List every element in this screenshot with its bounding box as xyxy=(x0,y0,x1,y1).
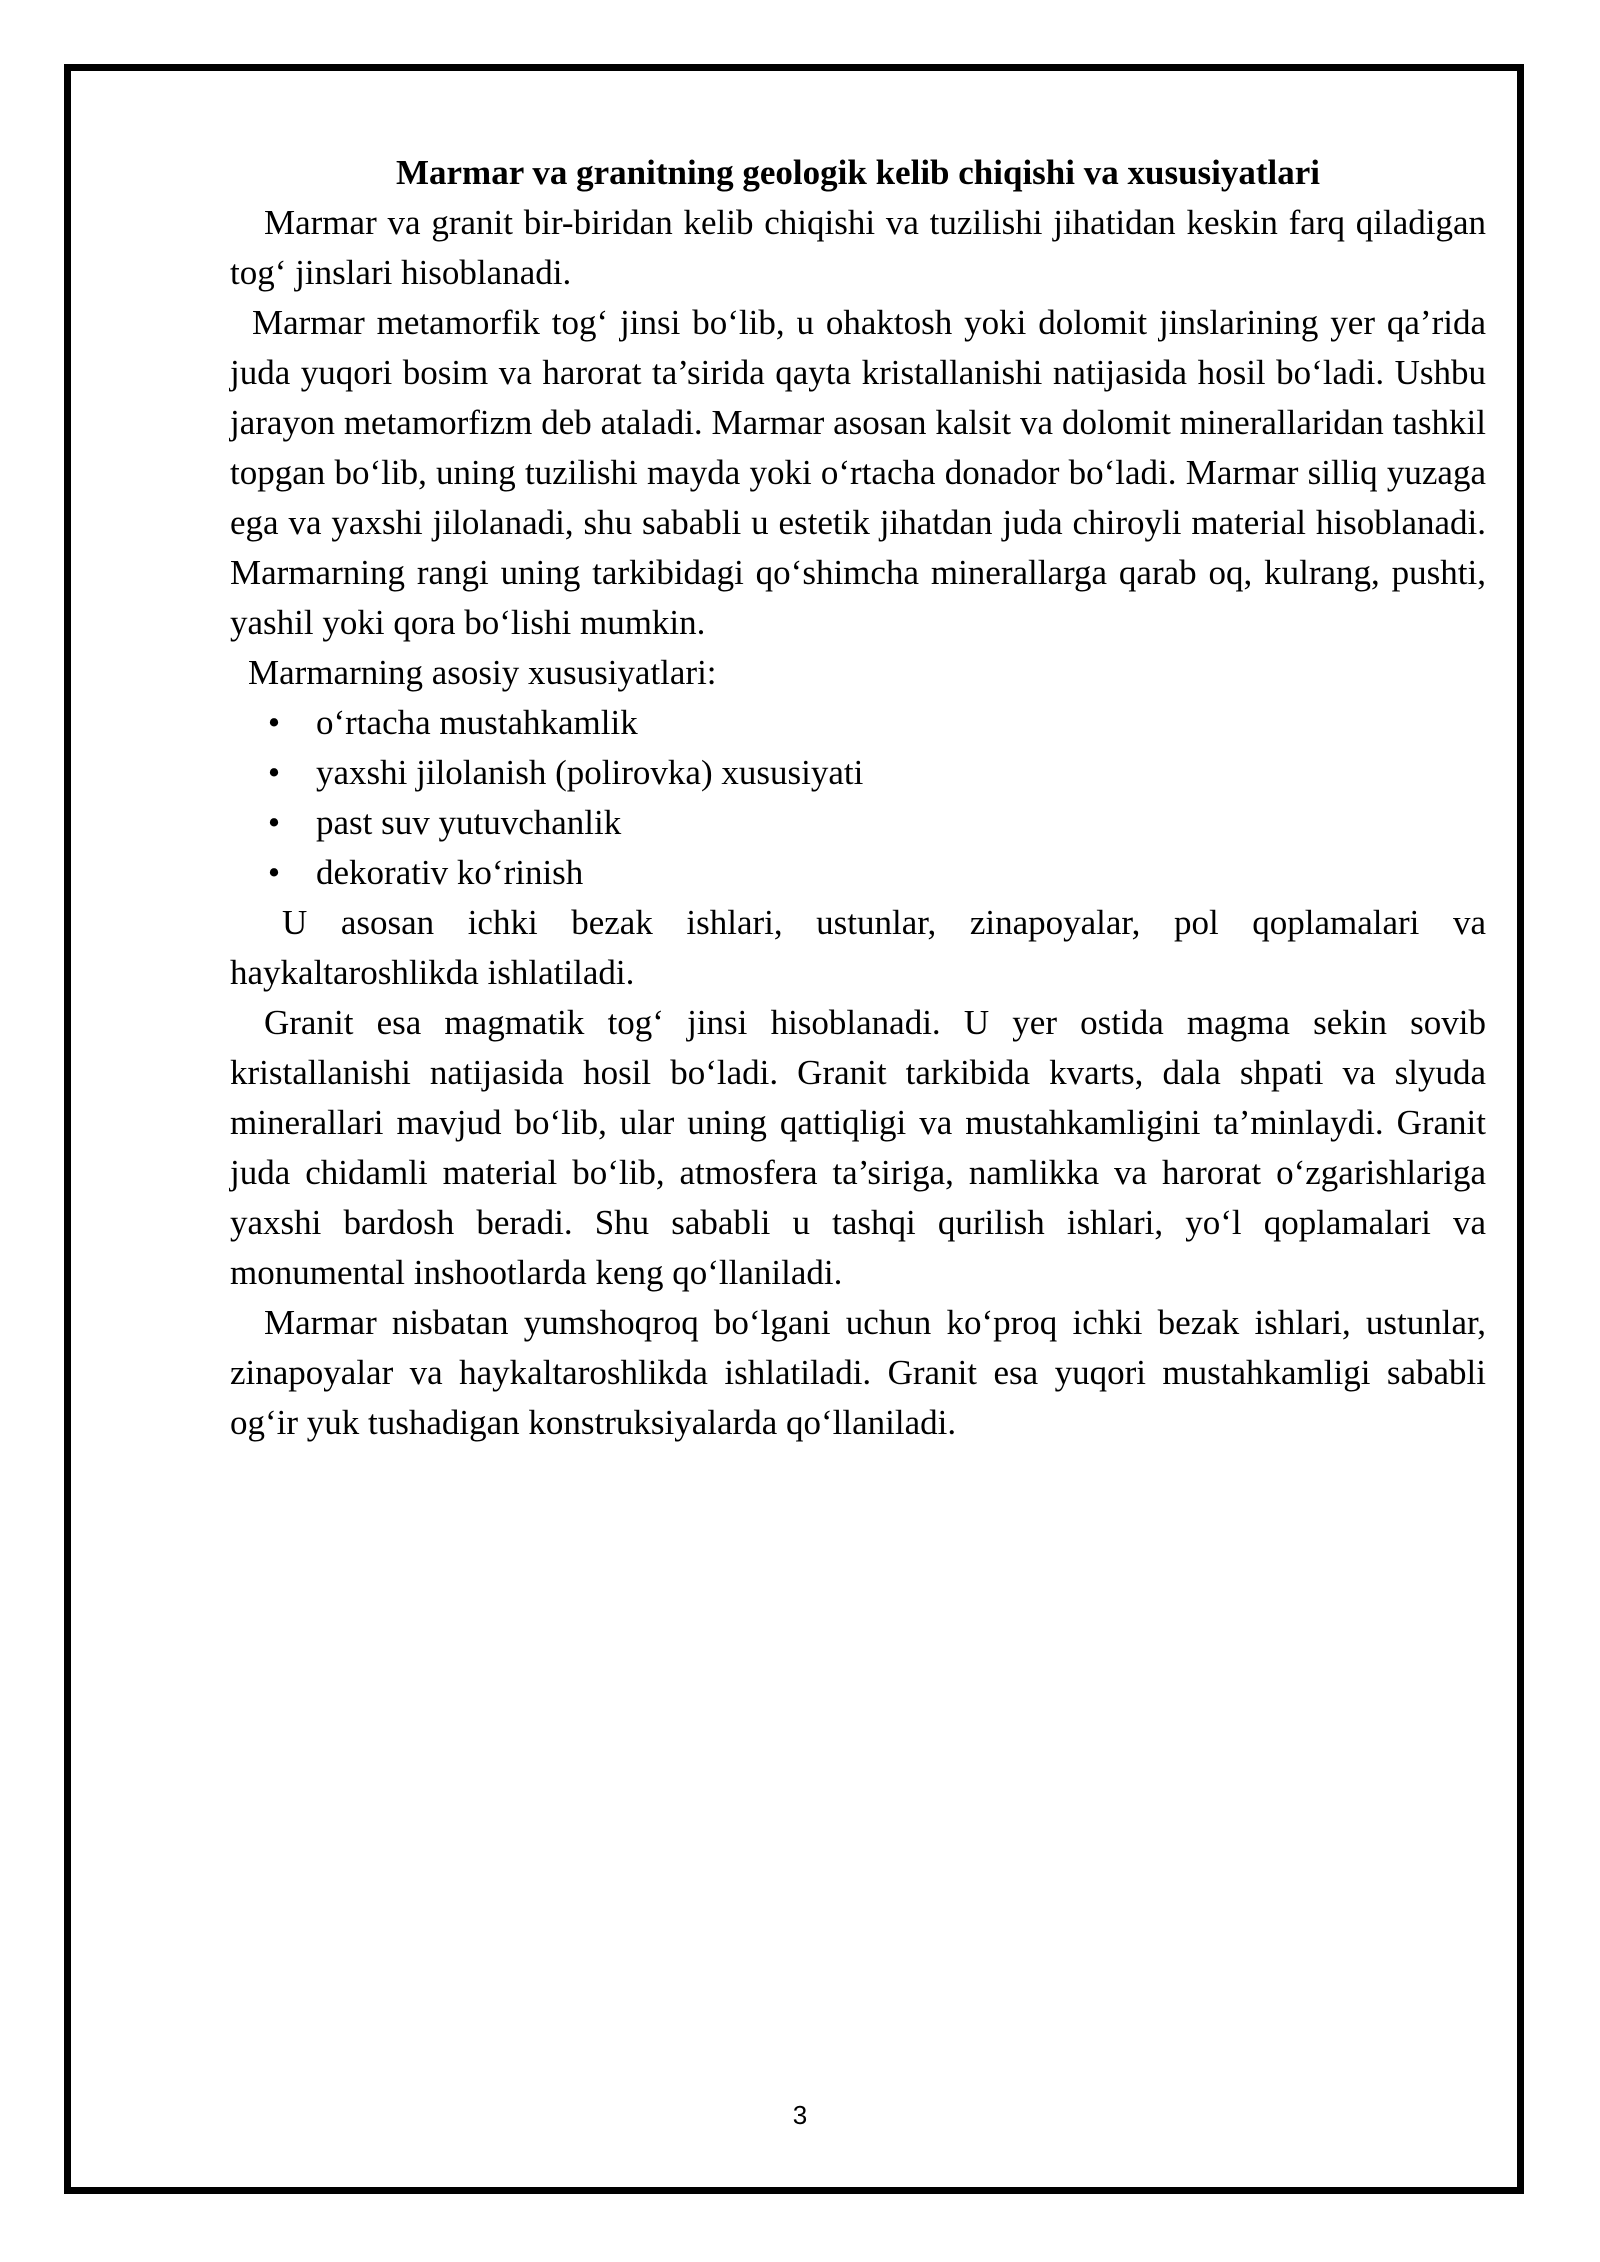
list-item-text: o‘rtacha mustahkamlik xyxy=(316,703,638,742)
properties-list xyxy=(230,698,1486,898)
list-item xyxy=(230,698,1486,748)
list-item-text: yaxshi jilolanish (polirovka) xususiyati xyxy=(316,753,864,792)
bullet-icon: • xyxy=(267,753,281,792)
list-item-text: past suv yutuvchanlik xyxy=(316,803,622,842)
bullet-icon: • xyxy=(267,703,281,742)
document-body xyxy=(230,148,1486,1448)
paragraph-granite-description: Granit esa magmatik tog‘ jinsi hisoblanadi. U yer ostida magma sekin sovib kristallanishi natijasida hosil bo‘ladi. Granit tarkibida kvarts, dala shpati va slyuda minerallari mavjud bo‘lib, ular uning qattiqligi va mustahkamligini ta’minlaydi. Granit juda chidamli material bo‘lib, atmosfera ta’siriga, namlikka va harorat o‘zgarishlariga yaxshi bardosh beradi. Shu sababli u tashqi qurilish ishlari, yo‘l qoplamalari va monumental inshootlarda keng qo‘llaniladi. xyxy=(230,1003,1486,1292)
paragraph-intro: Marmar va granit bir-biridan kelib chiqishi va tuzilishi jihatidan keskin farq qiladigan tog‘ jinslari hisoblanadi. xyxy=(230,203,1486,292)
list-item xyxy=(230,798,1486,848)
bullet-icon: • xyxy=(267,853,281,892)
list-item-text: dekorativ ko‘rinish xyxy=(316,853,584,892)
page-number: 3 xyxy=(792,2100,808,2130)
list-item xyxy=(230,748,1486,798)
list-item xyxy=(230,848,1486,898)
paragraph-marble-usage: U asosan ichki bezak ishlari, ustunlar, zinapoyalar, pol qoplamalari va haykaltaroshlikda ishlatiladi. xyxy=(230,903,1486,992)
paragraph-marble-description: Marmar metamorfik tog‘ jinsi bo‘lib, u ohaktosh yoki dolomit jinslarining yer qa’rida juda yuqori bosim va harorat ta’sirida qayta kristallanishi natijasida hosil bo‘ladi. Ushbu jarayon metamorfizm deb ataladi. Marmar asosan kalsit va dolomit minerallaridan tashkil topgan bo‘lib, uning tuzilishi mayda yoki o‘rtacha donador bo‘ladi. Marmar silliq yuzaga ega va yaxshi jilolanadi, shu sababli u estetik jihatdan juda chiroyli material hisoblanadi. Marmarning rangi uning tarkibidagi qo‘shimcha minerallarga qarab oq, kulrang, pushti, yashil yoki qora bo‘lishi mumkin. xyxy=(230,303,1486,642)
paragraph-comparison: Marmar nisbatan yumshoqroq bo‘lgani uchun ko‘proq ichki bezak ishlari, ustunlar, zinapoyalar va haykaltaroshlikda ishlatiladi. Granit esa yuqori mustahkamligi sababli og‘ir yuk tushadigan konstruksiyalarda qo‘llaniladi. xyxy=(230,1303,1486,1442)
bullet-icon: • xyxy=(267,803,281,842)
document-title: Marmar va granitning geologik kelib chiqishi va xususiyatlari xyxy=(395,153,1321,192)
list-heading: Marmarning asosiy xususiyatlari: xyxy=(248,653,717,692)
